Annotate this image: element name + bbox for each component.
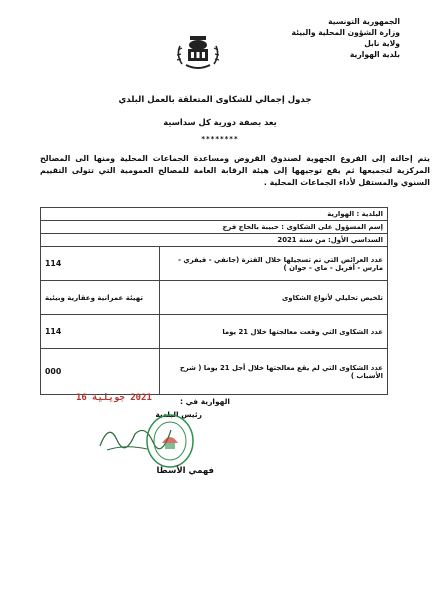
complaint-types-label: تلخيص تحليلي لأنواع الشكاوى — [160, 281, 388, 315]
complaints-table — [40, 207, 388, 395]
document-title: جدول إجمالي للشكاوى المتعلقة بالعمل البلدي — [118, 95, 312, 105]
title-separator: ******** — [201, 135, 239, 143]
unprocessed-count-label: عدد الشكاوى التي لم يقع معالجتها خلال أجل 21 يوما ( شرح الأسباب ) — [160, 349, 388, 395]
table-row — [41, 234, 388, 247]
table-row — [41, 208, 388, 221]
header-line-governorate: ولاية نابل — [364, 39, 400, 48]
document-subtitle: يعد بصفة دورية كل سداسية — [163, 117, 277, 127]
place-date-label: الهوارية في : — [179, 397, 230, 406]
table-row — [41, 349, 388, 395]
unprocessed-count-value: 000 — [41, 349, 160, 395]
header-line-ministry: وزارة الشؤون المحلية والبيئة — [291, 28, 400, 37]
complaint-types-value: تهيئة عمرانية وعقارية وبيئية — [41, 281, 160, 315]
period-cell: السداسي الأول: من سنة 2021 — [41, 234, 388, 247]
date-stamp: 2021 جويلية 16 — [76, 393, 152, 403]
administrative-header — [260, 16, 400, 60]
intro-paragraph: يتم إحالته إلى الفروع الجهوية لصندوق القروض ومساعدة الجماعات المحلية ومنها الى المصالح المركزية لتجميعها ثم يقع توجيهها إلى هيئة الرقابة العامة للمصالح العمومية التي تتولى التقييم السنوي والمستقل لأداء الجماعات المحلية . — [40, 154, 430, 187]
municipality-cell: البلدية : الهوارية — [41, 208, 388, 221]
table-row — [41, 247, 388, 281]
processed-count-label: عدد الشكاوى التي وقعت معالجتها خلال 21 يوما — [160, 315, 388, 349]
official-seal-icon — [145, 413, 195, 469]
mayor-title: رئيس البلدية — [155, 410, 202, 419]
registered-count-label: عدد العرائض التي تم تسجيلها خلال الفترة (جانفي - فيفري - مارس - أفريل - ماي - جوان ) — [160, 247, 388, 281]
responsible-cell: إسم المسؤول على الشكاوى : حبيبة بالحاج فرج — [41, 221, 388, 234]
registered-count-value: 114 — [41, 247, 160, 281]
table-row — [41, 315, 388, 349]
header-line-country: الجمهورية التونسية — [328, 17, 400, 26]
header-line-municipality: بلدية الهوارية — [349, 50, 400, 59]
table-row — [41, 281, 388, 315]
municipal-emblem-icon — [173, 28, 223, 78]
processed-count-value: 114 — [41, 315, 160, 349]
table-row — [41, 221, 388, 234]
mayor-name: فهمي الأسطا — [156, 466, 214, 476]
